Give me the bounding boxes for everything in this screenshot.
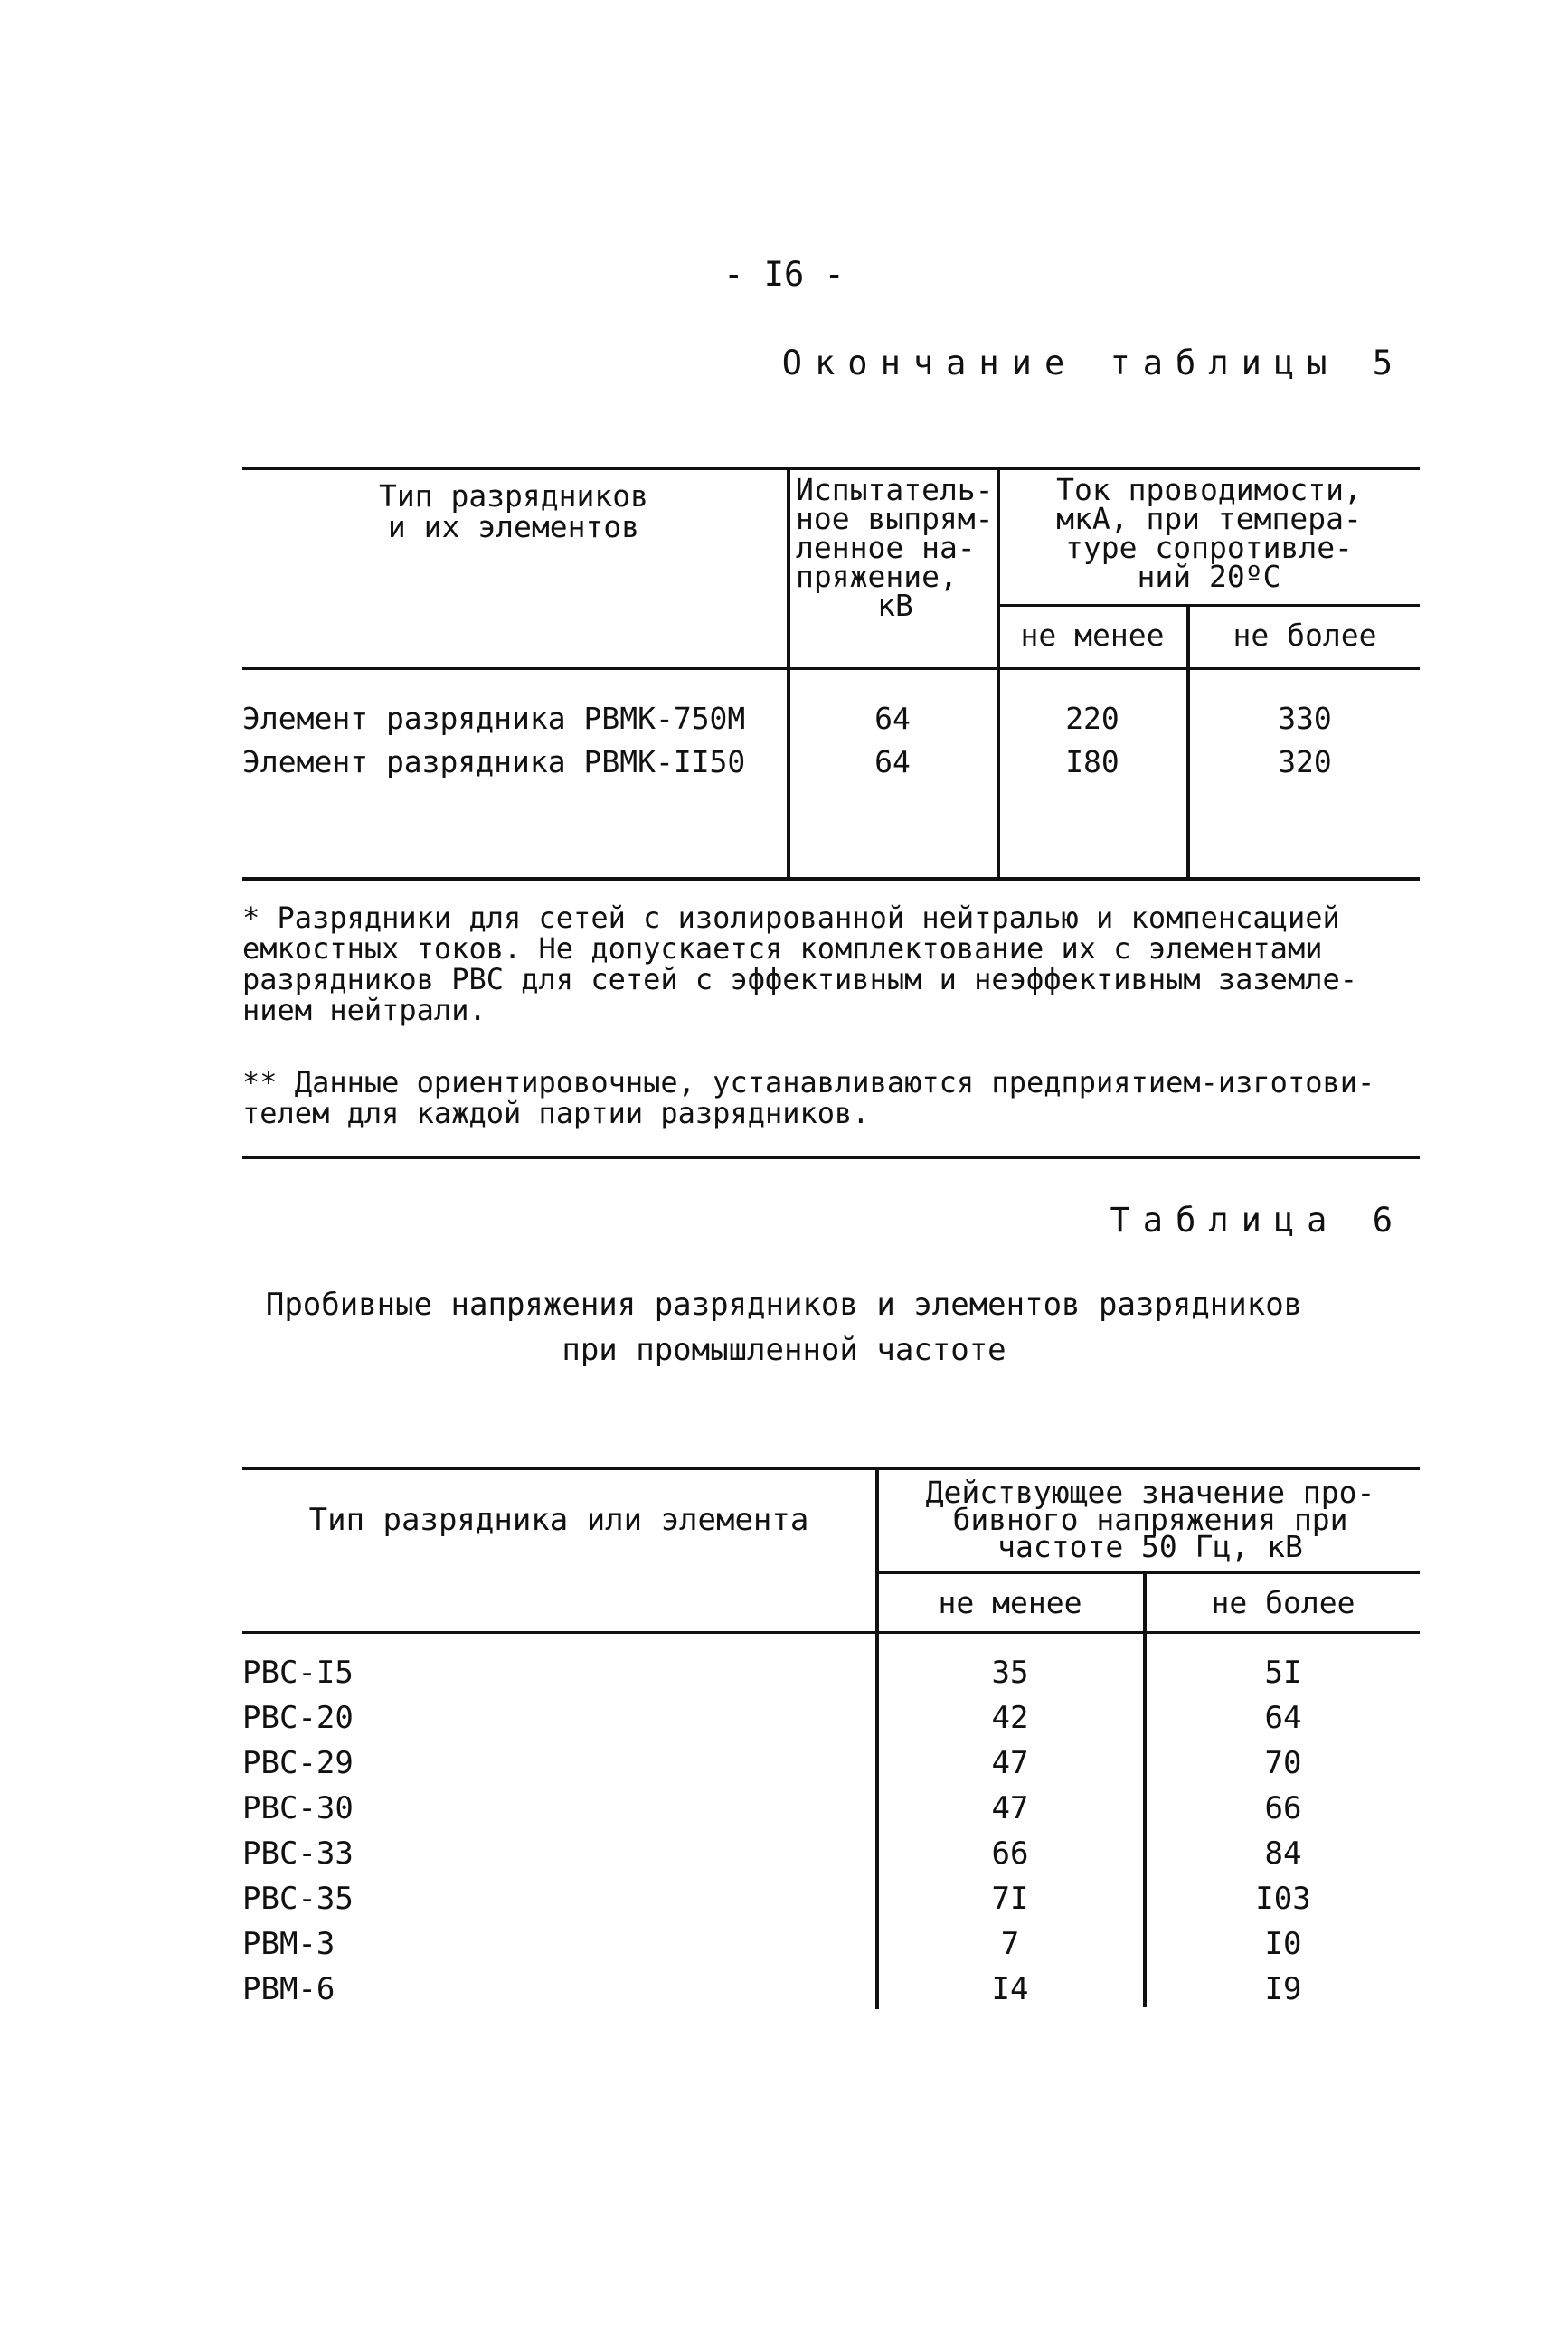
table6-row-max: 5I bbox=[1264, 1655, 1302, 1691]
table6-header-rule bbox=[242, 1631, 1420, 1634]
table6-row-min: 47 bbox=[991, 1790, 1029, 1826]
table6-header-type: Тип разрядника или элемента bbox=[308, 1502, 809, 1538]
table5 bbox=[242, 467, 1420, 881]
footnote-1-mark: * bbox=[242, 901, 260, 935]
table6-row-name: РВС-35 bbox=[242, 1881, 354, 1917]
table5-header-current: Ток проводимости, мкА, при темпера- туре сопротивле- ний 20ºС bbox=[1056, 472, 1362, 594]
table6-header-max: не более bbox=[1211, 1585, 1355, 1620]
table6-row-min: 66 bbox=[991, 1835, 1029, 1872]
table5-subheader-rule bbox=[998, 604, 1420, 607]
table6-row-name: РВС-33 bbox=[242, 1835, 354, 1872]
table5-row-max: 330 bbox=[1278, 701, 1332, 736]
table6-row-max: 64 bbox=[1264, 1700, 1302, 1736]
footnote-1: * Разрядники для сетей с изолированной нейтралью и компенсацией емкостных токов. Не допускается комплектование их с элементами разрядников РВС для сетей с эффективным и неэффективным заземле- нием нейтрали. bbox=[242, 901, 1357, 1027]
table6-row-max: I9 bbox=[1264, 1971, 1302, 2007]
table6-row-min: 35 bbox=[991, 1655, 1029, 1691]
table5-header-rule bbox=[242, 667, 1420, 670]
table5-row-min: 220 bbox=[1065, 701, 1119, 736]
table6-title: Пробивные напряжения разрядников и элементов разрядников при промышленной частоте bbox=[265, 1287, 1303, 1368]
table6-row-max: I0 bbox=[1264, 1926, 1302, 1962]
table5-row-voltage: 64 bbox=[874, 744, 911, 779]
table6-row-max: 84 bbox=[1264, 1835, 1302, 1872]
table5-row-name: Элемент разрядника РВМК-II50 bbox=[242, 744, 746, 779]
table5-row-name: Элемент разрядника РВМК-750М bbox=[242, 701, 746, 736]
table5-bottom-rule bbox=[242, 877, 1420, 881]
table5-header-min: не менее bbox=[1020, 618, 1165, 653]
table6-row-min: 7I bbox=[991, 1881, 1029, 1917]
table6-row-min: 47 bbox=[991, 1745, 1029, 1781]
table5-row-min: I80 bbox=[1065, 744, 1119, 779]
footnote-2-mark: ** bbox=[242, 1065, 278, 1099]
table6-row-max: 70 bbox=[1264, 1745, 1302, 1781]
page-number: - I6 - bbox=[723, 255, 845, 294]
table6-row-min: 42 bbox=[991, 1700, 1029, 1736]
notes-bottom-rule bbox=[242, 1156, 1420, 1159]
table6-row-name: РВМ-3 bbox=[242, 1926, 335, 1962]
table6-row-min: 7 bbox=[1000, 1926, 1020, 1962]
table6-header-min: не менее bbox=[938, 1585, 1082, 1620]
footnote-2: ** Данные ориентировочные, устанавливаются предприятием-изготови- телем для каждой партии разрядников. bbox=[242, 1065, 1375, 1130]
table5-divider-1 bbox=[787, 467, 790, 881]
table6 bbox=[242, 1467, 1420, 2009]
table5-header-voltage: Испытатель- ное выпрям- ленное на- пряжение, кВ bbox=[796, 472, 994, 623]
table5-header-type: Тип разрядников и их элементов bbox=[378, 478, 648, 544]
table6-row-name: РВС-30 bbox=[242, 1790, 354, 1826]
table5-top-rule bbox=[242, 467, 1420, 470]
table6-row-name: РВС-29 bbox=[242, 1745, 354, 1781]
table5-row-max: 320 bbox=[1278, 744, 1332, 779]
table6-row-min: I4 bbox=[991, 1971, 1029, 2007]
table5-header-max: не более bbox=[1233, 618, 1377, 653]
table6-row-max: 66 bbox=[1264, 1790, 1302, 1826]
table6-top-rule bbox=[242, 1467, 1420, 1470]
table6-row-name: РВС-I5 bbox=[242, 1655, 354, 1691]
table6-subheader-rule bbox=[877, 1571, 1420, 1574]
table6-row-max: I03 bbox=[1255, 1881, 1311, 1917]
table6-header-value: Действующее значение про- бивного напряжения при частоте 50 Гц, кВ bbox=[925, 1475, 1375, 1564]
table6-caption: Таблица 6 bbox=[1110, 1201, 1405, 1240]
table6-row-name: РВС-20 bbox=[242, 1700, 354, 1736]
table6-row-name: РВМ-6 bbox=[242, 1971, 335, 2007]
table5-caption: Окончание таблицы 5 bbox=[781, 344, 1405, 382]
table5-row-voltage: 64 bbox=[874, 701, 911, 736]
